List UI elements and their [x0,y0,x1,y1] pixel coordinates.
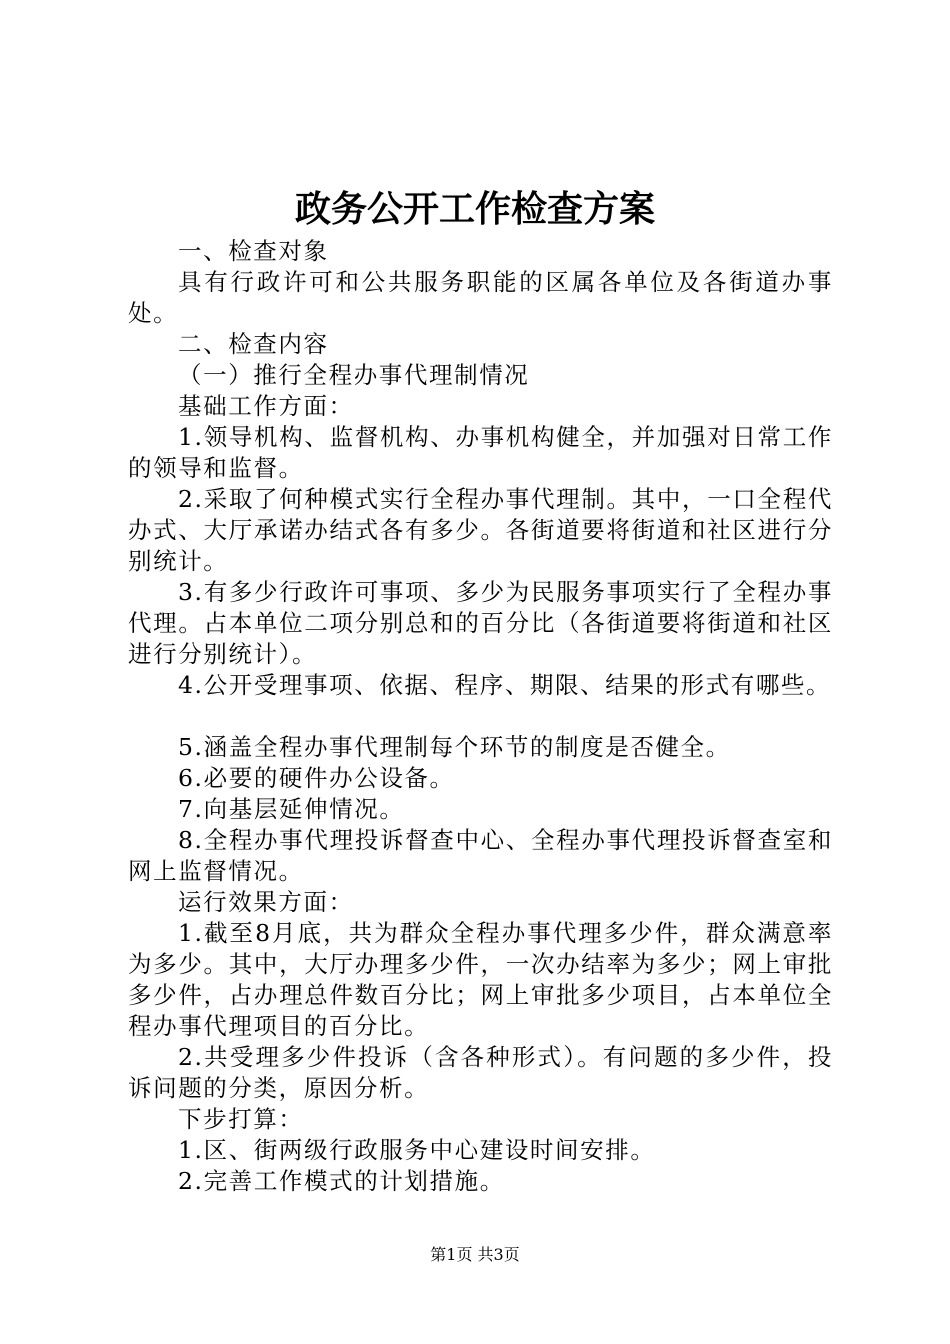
list-item: 5.涵盖全程办事代理制每个环节的制度是否健全。 [178,733,731,761]
list-item: 2.共受理多少件投诉（含各种形式）。有问题的多少件，投诉问题的分类，原因分析。 [128,1043,833,1102]
list-item: 6.必要的硬件办公设备。 [178,764,455,792]
list-item: 1.截至8月底，共为群众全程办事代理多少件，群众满意率为多少。其中，大厅办理多少件，一次办结率为多少；网上审批多少件，占办理总件数百分比；网上审批多少项目，占本单位全程办事代理项目的百分比。 [128,919,833,1040]
subsection-heading: （一）推行全程办事代理制情况 [178,361,530,389]
list-item: 1.区、街两级行政服务中心建设时间安排。 [178,1136,656,1164]
section-heading: 二、检查内容 [178,330,329,358]
list-item: 2.完善工作模式的计划措施。 [178,1167,505,1195]
page-footer: 第1页 共3页 [430,1245,520,1264]
list-item: 3.有多少行政许可事项、多少为民服务事项实行了全程办事代理。占本单位二项分别总和的百分比（各街道要将街道和社区进行分别统计）。 [128,578,833,668]
list-item: 4.公开受理事项、依据、程序、期限、结果的形式有哪些。 [178,671,832,699]
list-item: 8.全程办事代理投诉督查中心、全程办事代理投诉督查室和网上监督情况。 [128,826,833,885]
list-item: 1.领导机构、监督机构、办事机构健全，并加强对日常工作的领导和监督。 [128,423,833,482]
section-heading: 一、检查对象 [178,237,329,265]
subsection-heading: 基础工作方面： [178,392,354,420]
document-body [128,236,833,1197]
paragraph: 具有行政许可和公共服务职能的区属各单位及各街道办事处。 [128,268,833,327]
list-item: 2.采取了何种模式实行全程办事代理制。其中，一口全程代办式、大厅承诺办结式各有多少。各街道要将街道和社区进行分别统计。 [128,485,833,575]
list-item: 7.向基层延伸情况。 [178,795,405,823]
subsection-heading: 运行效果方面： [178,888,354,916]
document-title: 政务公开工作检查方案 [294,188,655,230]
subsection-heading: 下步打算： [178,1105,304,1133]
